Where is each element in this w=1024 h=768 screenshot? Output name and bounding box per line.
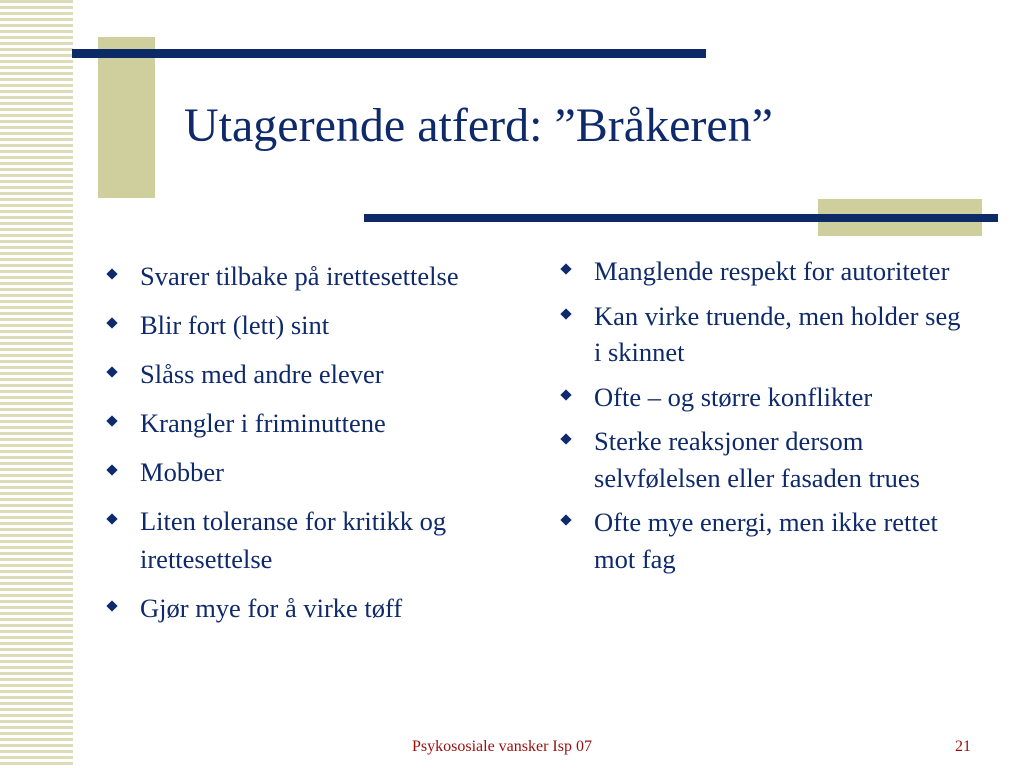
list-item-text: Blir fort (lett) sint [140, 310, 330, 340]
diamond-bullet-icon [560, 389, 571, 400]
list-item-text: Svarer tilbake på irettesettelse [140, 261, 459, 291]
list-item [100, 306, 510, 344]
list-item [554, 253, 974, 290]
list-item [554, 379, 974, 416]
list-item-text: Gjør mye for å virke tøff [140, 593, 403, 623]
list-item-text: Liten toleranse for kritikk og irettesettelse [140, 506, 447, 574]
decorative-stripes [0, 0, 73, 768]
list-item-text: Sterke reaksjoner dersom selvfølelsen eller fasaden trues [594, 426, 920, 493]
list-item [554, 504, 974, 577]
footer-text: Psykososiale vansker Isp 07 [412, 738, 592, 755]
diamond-bullet-icon [106, 415, 117, 426]
diamond-bullet-icon [106, 513, 117, 524]
diamond-bullet-icon [106, 317, 117, 328]
diamond-bullet-icon [106, 268, 117, 279]
decorative-tan-block-top [98, 37, 155, 198]
diamond-bullet-icon [106, 600, 117, 611]
list-item [100, 502, 510, 578]
diamond-bullet-icon [106, 366, 117, 377]
slide-title: Utagerende atferd: ”Bråkeren” [184, 99, 773, 152]
diamond-bullet-icon [560, 263, 571, 274]
list-item [100, 453, 510, 491]
list-item-text: Kan virke truende, men holder seg i skinnet [594, 300, 961, 367]
left-bullet-list [100, 257, 510, 638]
diamond-bullet-icon [106, 464, 117, 475]
decorative-navy-line-bottom [364, 214, 998, 222]
right-bullet-list [554, 253, 974, 585]
list-item-text: Krangler i friminuttene [140, 408, 386, 438]
page-number: 21 [955, 738, 971, 755]
list-item-text: Slåss med andre elever [140, 359, 384, 389]
list-item-text: Ofte mye energi, men ikke rettet mot fag [594, 507, 938, 574]
list-item [554, 298, 974, 371]
list-item [100, 404, 510, 442]
diamond-bullet-icon [560, 308, 571, 319]
list-item [100, 589, 510, 627]
diamond-bullet-icon [560, 433, 571, 444]
diamond-bullet-icon [560, 514, 571, 525]
list-item [100, 257, 510, 295]
list-item [554, 423, 974, 496]
list-item-text: Mobber [140, 457, 224, 487]
decorative-navy-line-top [72, 49, 706, 58]
list-item [100, 355, 510, 393]
list-item-text: Ofte – og større konflikter [594, 381, 873, 412]
list-item-text: Manglende respekt for autoriteter [594, 256, 950, 286]
